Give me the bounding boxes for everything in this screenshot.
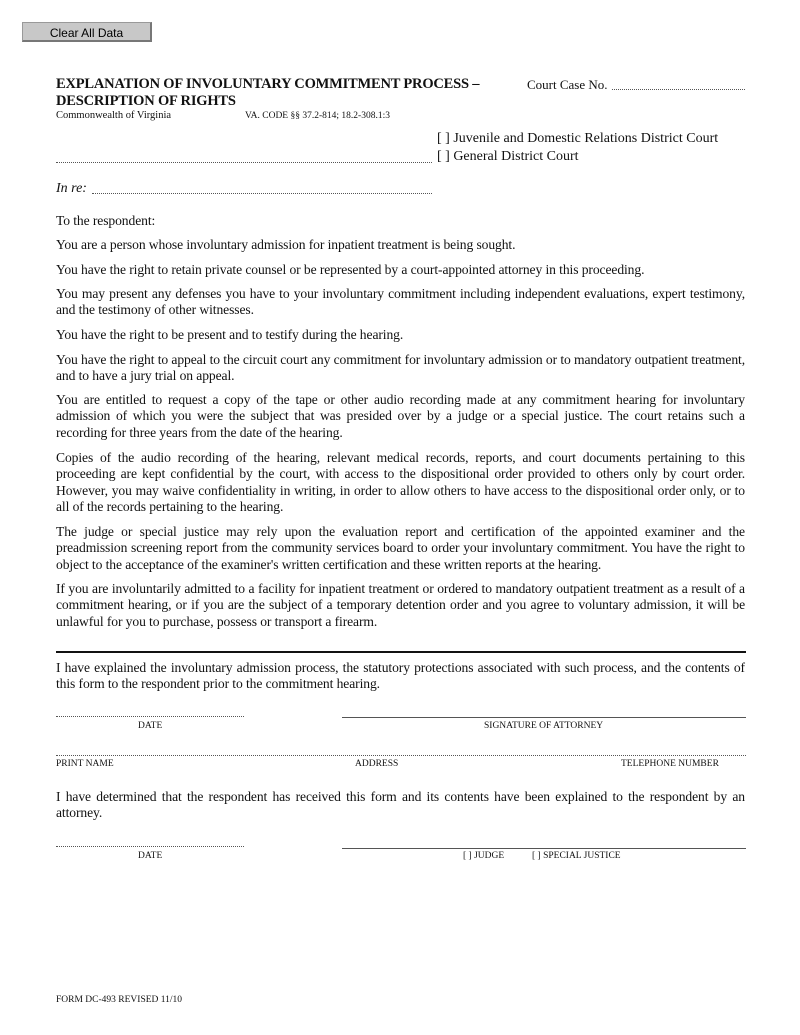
court-name-field[interactable] <box>56 162 432 163</box>
judge-statement: I have determined that the respondent has received this form and its contents have been explained to the respondent by an attorney. <box>56 789 745 821</box>
in-re-field[interactable] <box>92 193 432 194</box>
address-label: ADDRESS <box>355 759 399 769</box>
paragraph: You are entitled to request a copy of the tape or other audio recording made at any commitment hearing for involuntary admission of which you were the subject that was presided over by a judge or a special justice. The court retains such a recording for three years from the date of the hearing. <box>56 392 745 440</box>
paragraph: You have the right to retain private counsel or be represented by a court-appointed attorney in this proceeding. <box>56 262 645 277</box>
attorney-statement: I have explained the involuntary admission process, the statutory protections associated with such process, and the contents of this form to the respondent prior to the commitment hearing. <box>56 660 745 692</box>
print-name-label: PRINT NAME <box>56 759 114 769</box>
form-id: FORM DC-493 REVISED 11/10 <box>56 995 183 1005</box>
paragraph: Copies of the audio recording of the hearing, relevant medical records, reports, and court documents pertaining to this proceeding are kept confidential by the court, with access to the dispositional order provided to others only by court order. However, you may waive confidentiality in writing, in order to allow others to have access to the dispositional order only, or to all of the records pertaining to the hearing. <box>56 450 745 514</box>
attorney-date-label: DATE <box>138 721 163 731</box>
paragraph: If you are involuntarily admitted to a facility for inpatient treatment or ordered to mandatory outpatient treatment as a result of a commitment hearing, or if you are the subject of a temporary detention order and you agree to voluntary admission, it will be unlawful for you to purchase, possess or transport a firearm. <box>56 581 745 629</box>
judge-date-label: DATE <box>138 851 163 861</box>
greeting: To the respondent: <box>56 213 156 228</box>
paragraph: You may present any defenses you have to your involuntary commitment including independent evaluations, expert testimony, and the testimony of other witnesses. <box>56 286 745 318</box>
judge-checkbox[interactable]: [ ] JUDGE <box>463 851 505 861</box>
telephone-label: TELEPHONE NUMBER <box>621 759 719 769</box>
in-re-label: In re: <box>56 181 87 196</box>
attorney-signature-field[interactable] <box>342 717 746 718</box>
court-option-jdr[interactable]: [ ] Juvenile and Domestic Relations District Court <box>437 131 719 146</box>
paragraph: The judge or special justice may rely upon the evaluation report and certification of the appointed examiner and the preadmission screening report from the community services board to order your involuntary commitment. You have the right to object to the acceptance of the examiner's written certification and these written reports at the hearing. <box>56 524 745 572</box>
attorney-info-field[interactable] <box>56 755 746 756</box>
form-title-line1: EXPLANATION OF INVOLUNTARY COMMITMENT PROCESS – <box>56 76 480 92</box>
paragraph: You have the right to appeal to the circuit court any commitment for involuntary admission or to mandatory outpatient treatment, and to have a jury trial on appeal. <box>56 352 745 384</box>
special-justice-checkbox[interactable]: [ ] SPECIAL JUSTICE <box>532 851 621 861</box>
paragraph: You are a person whose involuntary admission for inpatient treatment is being sought. <box>56 237 516 252</box>
court-case-label: Court Case No. <box>527 77 608 92</box>
clear-all-data-button[interactable]: Clear All Data <box>22 22 152 42</box>
section-divider <box>56 651 746 653</box>
code-citation: VA. CODE §§ 37.2-814; 18.2-308.1:3 <box>245 111 390 121</box>
judge-date-field[interactable] <box>56 846 244 847</box>
judge-signature-field[interactable] <box>342 848 746 849</box>
form-title-line2: DESCRIPTION OF RIGHTS <box>56 93 236 109</box>
jurisdiction: Commonwealth of Virginia <box>56 110 172 121</box>
attorney-signature-label: SIGNATURE OF ATTORNEY <box>484 721 604 731</box>
court-option-gdc[interactable]: [ ] General District Court <box>437 149 579 164</box>
paragraph: You have the right to be present and to testify during the hearing. <box>56 327 404 342</box>
court-case-field[interactable] <box>612 89 745 90</box>
attorney-date-field[interactable] <box>56 716 244 717</box>
